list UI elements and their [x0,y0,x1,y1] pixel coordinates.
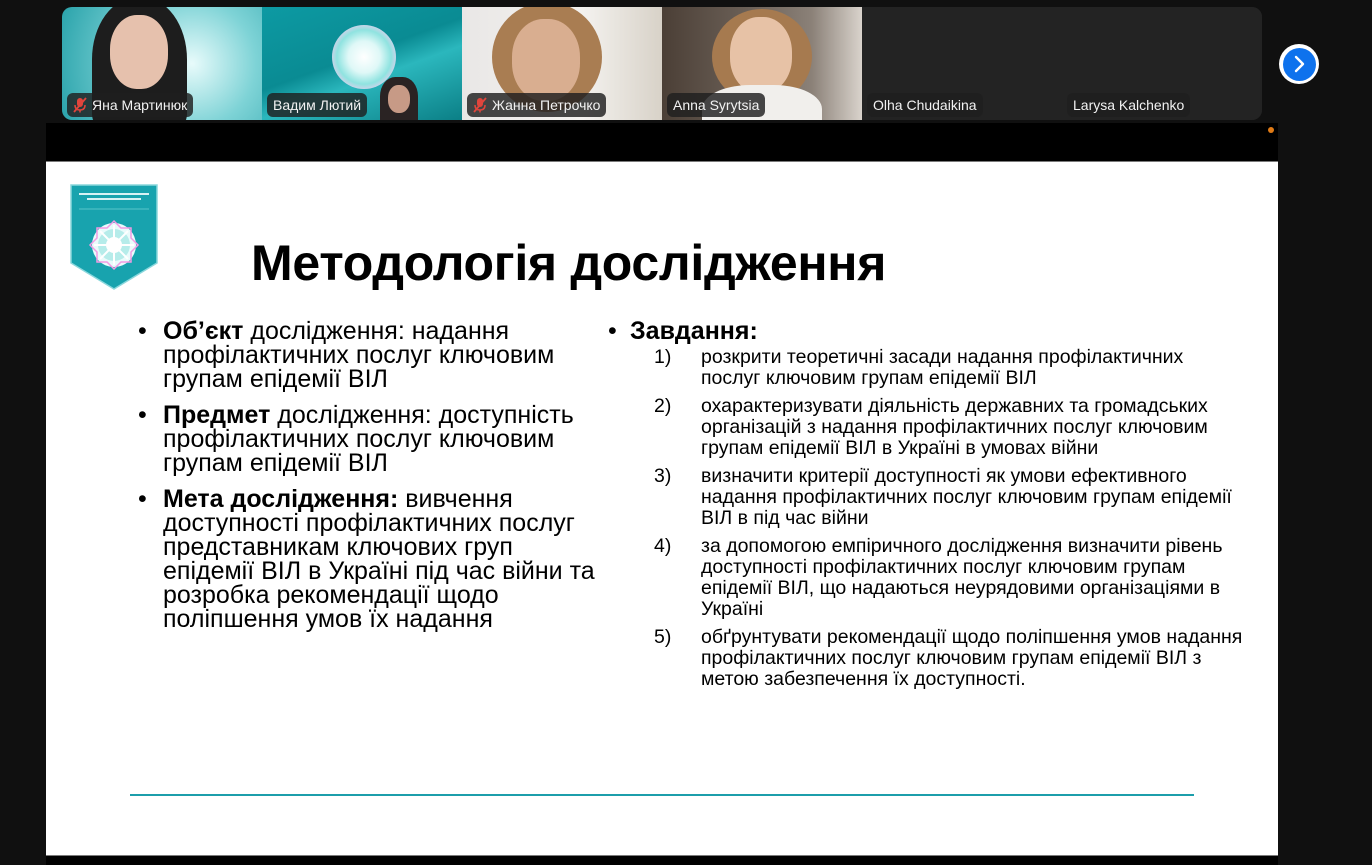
subject-bullet: • Предмет дослідження: доступність профілактичних послуг ключовим групам епідемії ВІЛ [138,403,608,475]
participant-tile-active-speaker[interactable] [662,7,862,120]
research-tasks [608,319,1248,697]
participant-name: Вадим Лютий [273,97,362,113]
participant-tile[interactable] [262,7,462,120]
task-item: 1) розкрити теоретичні засади надання профілактичних послуг ключовим групам епідемії ВІЛ [654,346,1184,389]
presentation-slide [46,161,1278,855]
object-bullet: • Об’єкт дослідження: надання профілактичних послуг ключовим групам епідемії ВІЛ [138,319,608,391]
next-participants-button[interactable] [1279,44,1319,84]
participant-name-tag [67,93,193,117]
task-item: 3) визначити критерії доступності як умови ефективного надання профілактичних послуг ключовим групам епідемії ВІЛ в під час війни [654,465,1232,529]
shared-screen-footer [46,855,1278,865]
task-item: 2) охарактеризувати діяльність державних та громадських організацій з надання профілактичних послуг ключовим групам епідемії ВІЛ в Україні в умовах війни [654,395,1208,459]
task-item: 4) за допомогою емпіричного дослідження визначити рівень доступності профілактичних послуг ключовим групам епідемії ВІЛ, що надаються неурядовими організаціями в Україні [654,535,1223,620]
university-logo [69,183,159,291]
participant-name-tag [467,93,606,117]
participant-tile[interactable] [462,7,662,120]
participant-name: Larysa Kalchenko [1073,97,1185,113]
participant-name: Яна Мартинюк [92,97,188,113]
research-definitions [138,319,608,643]
participant-tile[interactable] [1062,7,1262,120]
goal-bullet: • Мета дослідження: вивчення доступності профілактичних послуг представникам ключових груп епідемії ВІЛ в Україні під час війни та розробка рекомендації щодо поліпшення умов їх надання [138,487,608,631]
shared-screen-header [46,123,1278,161]
participant-tile[interactable] [62,7,262,120]
participant-name-tag [267,93,367,117]
shared-screen [46,123,1278,865]
participant-name: Жанна Петрочко [492,97,601,113]
participant-name-tag [667,93,765,117]
participant-name: Anna Syrytsia [673,97,760,113]
recording-indicator-icon [1268,127,1274,133]
chevron-right-icon [1283,48,1316,81]
participant-name: Olha Chudaikina [873,97,977,113]
slide-title: Методологія дослідження [251,235,887,291]
participant-thumbnail-strip [62,7,1262,120]
participant-tile[interactable] [862,7,1062,120]
participant-name-tag [1067,93,1190,117]
mic-muted-icon [73,97,87,113]
tasks-heading: • Завдання: [608,319,1248,343]
mic-muted-icon [473,97,487,113]
slide-divider [130,794,1194,796]
participant-name-tag [867,93,983,117]
task-item: 5) обґрунтувати рекомендації щодо поліпшення умов надання профілактичних послуг ключовим групам епідемії ВІЛ з метою забезпечення їх доступності. [654,626,1243,690]
